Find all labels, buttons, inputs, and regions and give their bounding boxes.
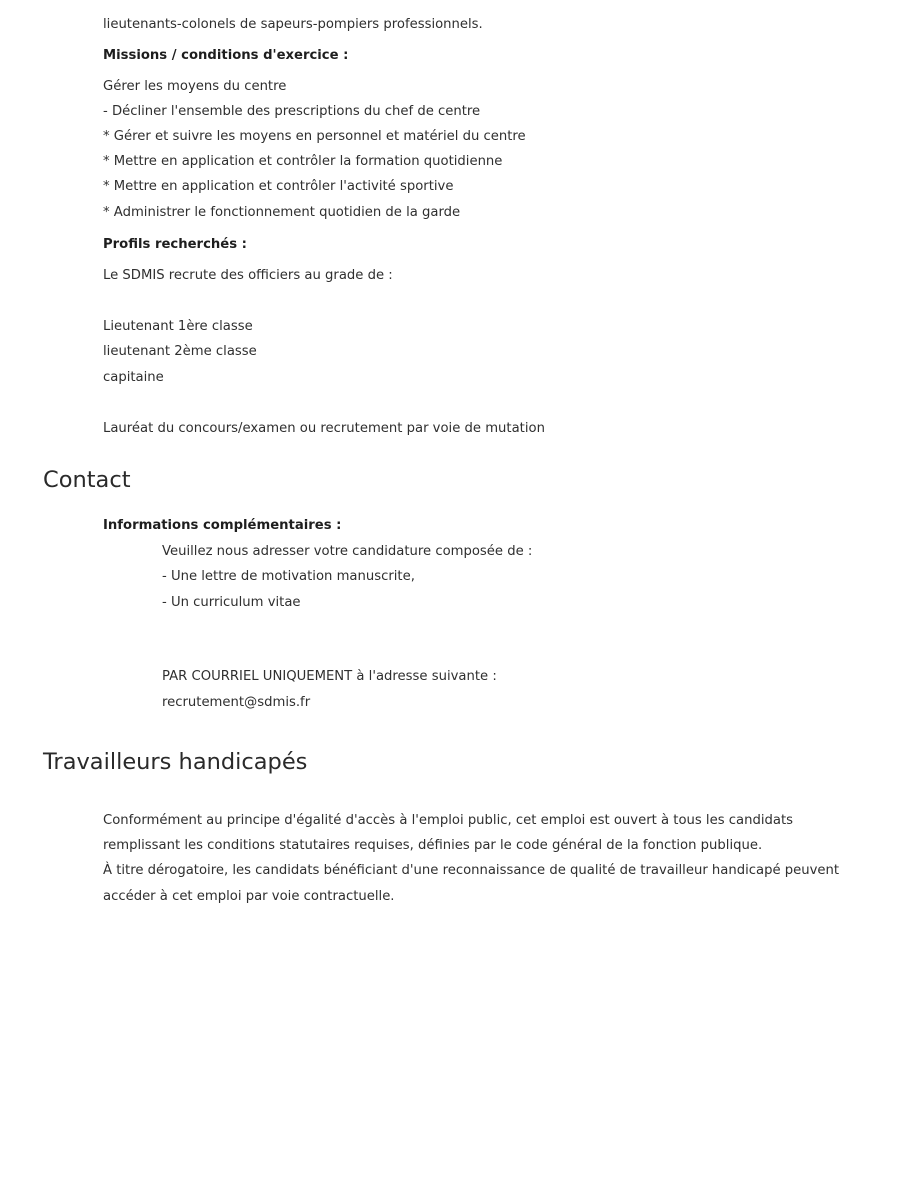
mission-item: * Administrer le fonctionnement quotidien de la garde <box>103 205 461 220</box>
handicap-line: À titre dérogatoire, les candidats bénéficiant d'une reconnaissance de qualité de travailleur handicapé peuvent <box>103 863 840 878</box>
contact-line: - Une lettre de motivation manuscrite, <box>162 569 415 584</box>
info-complementaires-heading: Informations complémentaires : <box>103 518 342 533</box>
mission-item: * Mettre en application et contrôler l'activité sportive <box>103 179 454 194</box>
profiles-heading: Profils recherchés : <box>103 237 247 252</box>
mission-item: Gérer les moyens du centre <box>103 79 287 94</box>
courriel-instruction-text: PAR COURRIEL UNIQUEMENT à l'adresse suivante : <box>162 669 497 684</box>
contact-line: - Un curriculum vitae <box>162 595 301 610</box>
missions-heading: Missions / conditions d'exercice : <box>103 48 349 63</box>
contact-line: Veuillez nous adresser votre candidature composée de : <box>162 544 533 559</box>
handicap-line: remplissant les conditions statutaires requises, définies par le code général de la fonction publique. <box>103 838 763 853</box>
intro-continuation-text: lieutenants-colonels de sapeurs-pompiers professionnels. <box>103 17 483 32</box>
mission-item: * Gérer et suivre les moyens en personnel et matériel du centre <box>103 129 526 144</box>
handicap-section-title: Travailleurs handicapés <box>43 749 308 775</box>
grade-item: lieutenant 2ème classe <box>103 344 257 359</box>
contact-section-title: Contact <box>43 467 131 493</box>
grade-item: Lieutenant 1ère classe <box>103 319 253 334</box>
grade-item: capitaine <box>103 370 164 385</box>
mission-item: - Décliner l'ensemble des prescriptions du chef de centre <box>103 104 481 119</box>
laureat-text: Lauréat du concours/examen ou recrutement par voie de mutation <box>103 421 545 436</box>
email-address[interactable]: recrutement@sdmis.fr <box>162 695 311 710</box>
handicap-line: Conformément au principe d'égalité d'accès à l'emploi public, cet emploi est ouvert à tous les candidats <box>103 813 793 828</box>
profiles-intro-text: Le SDMIS recrute des officiers au grade de : <box>103 268 393 283</box>
mission-item: * Mettre en application et contrôler la formation quotidienne <box>103 154 503 169</box>
email-link[interactable] <box>162 694 310 712</box>
handicap-line: accéder à cet emploi par voie contractuelle. <box>103 889 395 904</box>
